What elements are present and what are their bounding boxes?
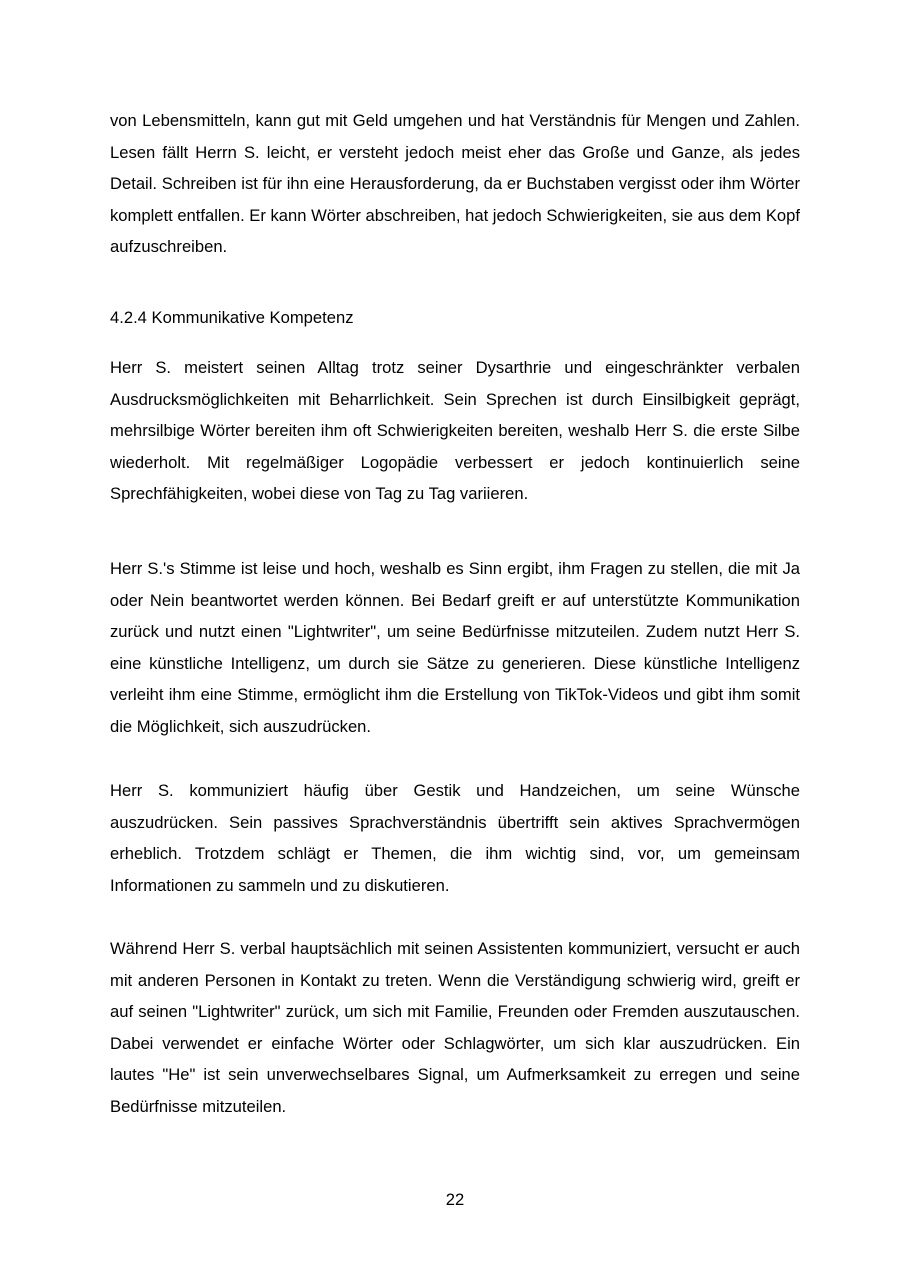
paragraph-intro: von Lebensmitteln, kann gut mit Geld umgehen und hat Verständnis für Mengen und Zahlen. Lesen fällt Herrn S. leicht, er versteht jedoch meist eher das Große und Ganze, als jedes Detail. Schreiben ist für ihn eine Herausforderung, da er Buchstaben vergisst oder ihm Wörter komplett entfallen. Er kann Wörter abschreiben, hat jedoch Schwierigkeiten, sie aus dem Kopf aufzuschreiben.: [110, 111, 800, 257]
paragraph-gestik: Herr S. kommuniziert häufig über Gestik und Handzeichen, um seine Wünsche auszudrücken. Sein passives Sprachverständnis übertrifft sein aktives Sprachvermögen erheblich. Trotzdem schlägt er Themen, die ihm wichtig sind, vor, um gemeinsam Informationen zu sammeln und zu diskutieren.: [110, 781, 800, 895]
paragraph-assistenten: Während Herr S. verbal hauptsächlich mit seinen Assistenten kommuniziert, versucht er auch mit anderen Personen in Kontakt zu treten. Wenn die Verständigung schwierig wird, greift er auf seinen "Lightwriter" zurück, um sich mit Familie, Freunden oder Fremden auszutauschen. Dabei verwendet er einfache Wörter oder Schlagwörter, um sich klar auszudrücken. Ein lautes "He" ist sein unverwechselbares Signal, um Aufmerksamkeit zu erregen und seine Bedürfnisse mitzuteilen.: [110, 939, 800, 1116]
page-number: 22: [445, 1190, 465, 1209]
section-heading: 4.2.4 Kommunikative Kompetenz: [110, 308, 354, 327]
paragraph-stimme: Herr S.'s Stimme ist leise und hoch, weshalb es Sinn ergibt, ihm Fragen zu stellen, die mit Ja oder Nein beantwortet werden können. Bei Bedarf greift er auf unterstützte Kommunikation zurück und nutzt einen "Lightwriter", um seine Bedürfnisse mitzuteilen. Zudem nutzt Herr S. eine künstliche Intelligenz, um durch sie Sätze zu generieren. Diese künstliche Intelligenz verleiht ihm eine Stimme, ermöglicht ihm die Erstellung von TikTok-Videos und gibt ihm somit die Möglichkeit, sich auszudrücken.: [110, 559, 800, 736]
paragraph-dysarthrie: Herr S. meistert seinen Alltag trotz seiner Dysarthrie und eingeschränkter verbalen Ausdrucksmöglichkeiten mit Beharrlichkeit. Sein Sprechen ist durch Einsilbigkeit geprägt, mehrsilbige Wörter bereiten ihm oft Schwierigkeiten bereiten, weshalb Herr S. die erste Silbe wiederholt. Mit regelmäßiger Logopädie verbessert er jedoch kontinuierlich seine Sprechfähigkeiten, wobei diese von Tag zu Tag variieren.: [110, 358, 800, 504]
